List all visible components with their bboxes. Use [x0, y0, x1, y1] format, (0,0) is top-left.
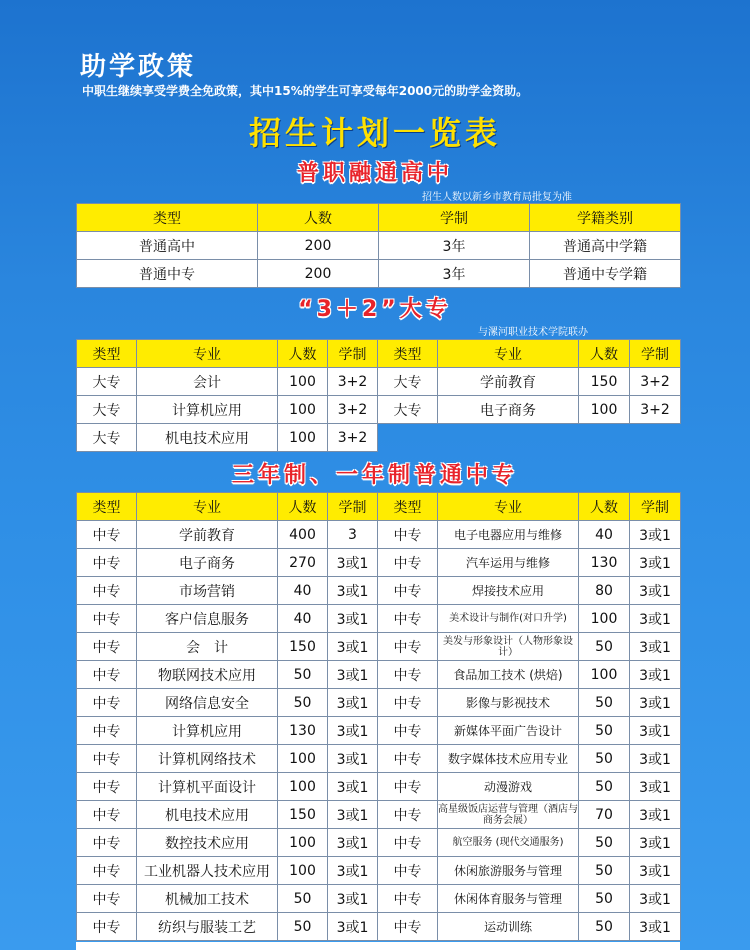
- table-cell: 中专: [77, 773, 137, 801]
- table-row: [77, 801, 681, 829]
- table-row: [77, 633, 681, 661]
- table-row: [77, 689, 681, 717]
- table-cell: 中专: [77, 689, 137, 717]
- table-cell: 市场营销: [137, 577, 278, 605]
- table-cell: 400: [278, 521, 328, 549]
- table-cell: 学前教育: [438, 368, 579, 396]
- header-cell: 类型: [378, 340, 438, 368]
- table-cell: 中专: [77, 913, 137, 941]
- section-title-junior-college: “3＋2”大专: [298, 297, 452, 322]
- table-cell: 40: [579, 521, 630, 549]
- header-cell: 人数: [278, 493, 328, 521]
- table-cell: 中专: [378, 521, 438, 549]
- table-cell: 100: [579, 605, 630, 633]
- table-cell: 100: [278, 829, 328, 857]
- table-cell: 中专: [378, 745, 438, 773]
- header-cell: 专业: [137, 340, 278, 368]
- table-cell: 中专: [77, 745, 137, 773]
- table-cell: 中专: [378, 717, 438, 745]
- header-cell: 类型: [77, 493, 137, 521]
- table-row: [77, 424, 681, 452]
- header-cell: 学籍类别: [530, 204, 681, 232]
- page-title: 招生计划一览表: [248, 114, 501, 152]
- table-cell: 3或1: [328, 549, 378, 577]
- table-cell: 270: [278, 549, 328, 577]
- table-cell: 客户信息服务: [137, 605, 278, 633]
- table-cell: 学前教育: [137, 521, 278, 549]
- table-cell: 计算机应用: [137, 396, 278, 424]
- table-cell: 50: [579, 857, 630, 885]
- table-cell: 普通高中: [77, 232, 258, 260]
- table-header-row: [77, 340, 681, 368]
- table-cell: 美发与形象设计（人物形象设计）: [438, 633, 579, 661]
- table-cell: 高星级饭店运营与管理（酒店与商务会展）: [438, 801, 579, 829]
- table-cell: 50: [579, 913, 630, 941]
- table-cell: 新媒体平面广告设计: [438, 717, 579, 745]
- table-row: [77, 521, 681, 549]
- table-cell: 中专: [378, 605, 438, 633]
- table-cell: 工业机器人技术应用: [137, 857, 278, 885]
- table-cell: 大专: [378, 396, 438, 424]
- policy-text: 中职生继续享受学费全免政策，其中15%的学生可享受每年2000元的助学金资助。: [82, 84, 529, 98]
- table-cell: 50: [579, 633, 630, 661]
- table-row: [77, 368, 681, 396]
- secondary-vocational-table: [76, 492, 681, 941]
- table-cell: 大专: [378, 368, 438, 396]
- header-cell: 人数: [278, 340, 328, 368]
- table-cell: 中专: [77, 605, 137, 633]
- header-cell: 专业: [438, 340, 579, 368]
- table-cell: 中专: [77, 885, 137, 913]
- table-cell: 会计: [137, 368, 278, 396]
- table-cell: 3+2: [630, 396, 681, 424]
- table-cell: 3或1: [630, 885, 681, 913]
- table-cell: 50: [579, 829, 630, 857]
- table-cell: 3或1: [328, 913, 378, 941]
- table-cell: 3或1: [328, 717, 378, 745]
- table-cell: 3或1: [328, 661, 378, 689]
- table-row: [77, 661, 681, 689]
- table-cell: 食品加工技术 (烘焙): [438, 661, 579, 689]
- table-cell: 3或1: [328, 605, 378, 633]
- table-cell: 50: [579, 773, 630, 801]
- table-cell: 3或1: [630, 745, 681, 773]
- table-cell: 休闲体育服务与管理: [438, 885, 579, 913]
- table-cell: 计算机应用: [137, 717, 278, 745]
- table-cell: 中专: [77, 549, 137, 577]
- table-cell: 运动训练: [438, 913, 579, 941]
- table-cell: 200: [258, 260, 379, 288]
- table-cell: 3或1: [630, 549, 681, 577]
- table-cell: 3或1: [630, 857, 681, 885]
- table-cell: 3或1: [328, 689, 378, 717]
- table-cell: 中专: [378, 773, 438, 801]
- table-row: [77, 549, 681, 577]
- table-cell: 中专: [378, 913, 438, 941]
- table-cell: 美术设计与制作(对口升学): [438, 605, 579, 633]
- table-cell: 40: [278, 577, 328, 605]
- table-cell: 大专: [77, 424, 137, 452]
- table-cell: 100: [278, 773, 328, 801]
- table-cell: 数字媒体技术应用专业: [438, 745, 579, 773]
- general-high-school-table: [76, 203, 681, 288]
- table-cell: 电子商务: [438, 396, 579, 424]
- table-cell: 50: [278, 689, 328, 717]
- table-cell: 3年: [379, 260, 530, 288]
- table-cell: 中专: [378, 633, 438, 661]
- empty-cell: [378, 424, 438, 452]
- empty-cell: [630, 424, 681, 452]
- table-row: [77, 829, 681, 857]
- header-cell: 学制: [630, 340, 681, 368]
- table-cell: 150: [278, 801, 328, 829]
- table-row: [77, 605, 681, 633]
- table-cell: 会 计: [137, 633, 278, 661]
- header-cell: 专业: [438, 493, 579, 521]
- table-row: [77, 913, 681, 941]
- table-cell: 100: [278, 745, 328, 773]
- table-cell: 200: [258, 232, 379, 260]
- section-note-junior-college: 与漯河职业技术学院联办: [478, 327, 588, 338]
- table-cell: 100: [579, 396, 630, 424]
- header-cell: 类型: [378, 493, 438, 521]
- table-cell: 80: [579, 577, 630, 605]
- table-cell: 中专: [378, 577, 438, 605]
- header-cell: 学制: [630, 493, 681, 521]
- table-cell: 大专: [77, 368, 137, 396]
- table-cell: 计算机网络技术: [137, 745, 278, 773]
- table-cell: 普通中专学籍: [530, 260, 681, 288]
- table-row: [77, 717, 681, 745]
- table-cell: 中专: [378, 885, 438, 913]
- header-cell: 学制: [328, 340, 378, 368]
- table-cell: 中专: [77, 661, 137, 689]
- table-cell: 中专: [378, 549, 438, 577]
- table-cell: 中专: [77, 801, 137, 829]
- table-cell: 3或1: [630, 801, 681, 829]
- table-cell: 普通中专: [77, 260, 258, 288]
- table-cell: 电子电器应用与维修: [438, 521, 579, 549]
- table-cell: 150: [579, 368, 630, 396]
- header-cell: 人数: [579, 493, 630, 521]
- table-cell: 50: [579, 717, 630, 745]
- table-cell: 100: [278, 857, 328, 885]
- table-cell: 3或1: [328, 577, 378, 605]
- table-cell: 中专: [378, 857, 438, 885]
- table-cell: 中专: [77, 577, 137, 605]
- table-cell: 3或1: [328, 773, 378, 801]
- table-cell: 3或1: [630, 577, 681, 605]
- table-cell: 100: [278, 424, 328, 452]
- table-row: [77, 396, 681, 424]
- table-cell: 50: [579, 689, 630, 717]
- table-row: [77, 773, 681, 801]
- table-cell: 3或1: [630, 605, 681, 633]
- table-cell: 物联网技术应用: [137, 661, 278, 689]
- table-cell: 航空服务 (现代交通服务): [438, 829, 579, 857]
- table-cell: 100: [278, 396, 328, 424]
- table-row: [77, 745, 681, 773]
- table-cell: 网络信息安全: [137, 689, 278, 717]
- table-cell: 3或1: [328, 745, 378, 773]
- table-cell: 3或1: [630, 521, 681, 549]
- table-row: [77, 232, 681, 260]
- table-cell: 3或1: [328, 885, 378, 913]
- table-header-row: [77, 493, 681, 521]
- table-cell: 动漫游戏: [438, 773, 579, 801]
- header-cell: 类型: [77, 340, 137, 368]
- table-cell: 中专: [77, 857, 137, 885]
- table-cell: 40: [278, 605, 328, 633]
- policy-title: 助学政策: [80, 52, 197, 82]
- table-row: [77, 857, 681, 885]
- table-cell: 3或1: [328, 801, 378, 829]
- table-cell: 3或1: [630, 773, 681, 801]
- table-cell: 3或1: [630, 689, 681, 717]
- table-cell: 50: [579, 885, 630, 913]
- table-cell: 150: [278, 633, 328, 661]
- header-cell: 专业: [137, 493, 278, 521]
- table-cell: 中专: [378, 801, 438, 829]
- table-cell: 影像与影视技术: [438, 689, 579, 717]
- header-cell: 人数: [258, 204, 379, 232]
- header-cell: 人数: [579, 340, 630, 368]
- table-cell: 3或1: [328, 633, 378, 661]
- table-cell: 50: [579, 745, 630, 773]
- table-cell: 130: [278, 717, 328, 745]
- table-row: [77, 577, 681, 605]
- table-cell: 3或1: [630, 913, 681, 941]
- table-cell: 3+2: [328, 424, 378, 452]
- section-title-general-high-school: 普职融通高中: [296, 161, 453, 186]
- section-note-general-high-school: 招生人数以新乡市教育局批复为准: [422, 192, 572, 203]
- table-cell: 中专: [378, 689, 438, 717]
- table-row: [77, 260, 681, 288]
- table-cell: 3或1: [630, 661, 681, 689]
- section-title-secondary-vocational: 三年制、一年制普通中专: [231, 463, 518, 488]
- table-cell: 3年: [379, 232, 530, 260]
- table-cell: 电子商务: [137, 549, 278, 577]
- table-cell: 130: [579, 549, 630, 577]
- table-cell: 中专: [378, 829, 438, 857]
- table-header-row: [77, 204, 681, 232]
- table-cell: 中专: [77, 521, 137, 549]
- table-cell: 机械加工技术: [137, 885, 278, 913]
- empty-cell: [579, 424, 630, 452]
- table-cell: 50: [278, 885, 328, 913]
- table-row: [77, 885, 681, 913]
- table-cell: 100: [579, 661, 630, 689]
- table-cell: 纺织与服装工艺: [137, 913, 278, 941]
- table-cell: 数控技术应用: [137, 829, 278, 857]
- table-cell: 休闲旅游服务与管理: [438, 857, 579, 885]
- table-cell: 3或1: [630, 717, 681, 745]
- table-cell: 3+2: [630, 368, 681, 396]
- header-cell: 学制: [328, 493, 378, 521]
- table-cell: 3或1: [328, 829, 378, 857]
- table-cell: 100: [278, 368, 328, 396]
- table-cell: 机电技术应用: [137, 424, 278, 452]
- table-cell: 中专: [77, 633, 137, 661]
- table-cell: 汽车运用与维修: [438, 549, 579, 577]
- table-cell: 50: [278, 913, 328, 941]
- table-cell: 3: [328, 521, 378, 549]
- table-cell: 3或1: [328, 857, 378, 885]
- table-bottom-edge: [76, 942, 680, 950]
- table-cell: 中专: [77, 717, 137, 745]
- table-cell: 机电技术应用: [137, 801, 278, 829]
- table-cell: 3或1: [630, 829, 681, 857]
- header-cell: 类型: [77, 204, 258, 232]
- empty-cell: [438, 424, 579, 452]
- table-cell: 焊接技术应用: [438, 577, 579, 605]
- table-cell: 70: [579, 801, 630, 829]
- table-cell: 计算机平面设计: [137, 773, 278, 801]
- table-cell: 3+2: [328, 396, 378, 424]
- junior-college-table: [76, 339, 681, 452]
- table-cell: 中专: [77, 829, 137, 857]
- header-cell: 学制: [379, 204, 530, 232]
- table-cell: 3或1: [630, 633, 681, 661]
- table-cell: 50: [278, 661, 328, 689]
- table-cell: 大专: [77, 396, 137, 424]
- table-cell: 中专: [378, 661, 438, 689]
- table-cell: 3+2: [328, 368, 378, 396]
- table-cell: 普通高中学籍: [530, 232, 681, 260]
